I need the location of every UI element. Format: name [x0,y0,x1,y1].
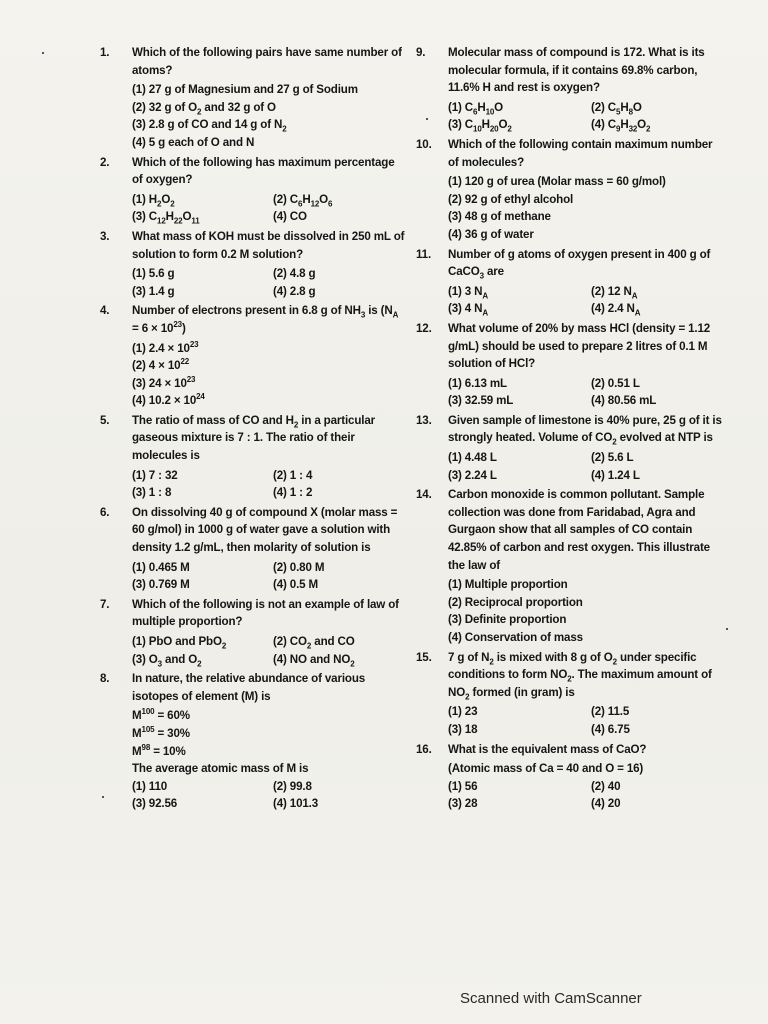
question-text: On dissolving 40 g of compound X (molar mass = 60 g/mol) in 1000 g of water gave a solution with density 1.2 g/mL, then molarity of solution is [132,505,398,555]
answer-option-4: (4) 101.3 [273,797,319,811]
question-15 [416,649,726,739]
question-2 [100,154,406,226]
question-1 [100,44,406,152]
question-text: Which of the following pairs have same number of atoms? [132,46,402,77]
answer-option-1: (1) Multiple proportion [448,578,568,592]
answer-option-3: (3) $O_3$ and $O_2$ [132,652,202,668]
answer-option-3: (3) 32.59 mL [448,394,514,408]
question-text: What is the equivalent mass of CaO? [448,742,647,756]
question-number: 6. [100,505,110,519]
answer-options [448,449,726,484]
question-number: 9. [416,46,426,59]
answer-option-4: (4) 0.5 M [273,578,319,592]
answer-option-3: (3) $C_{10}H_{20}O_2$ [448,118,512,134]
answer-option-3: (3) 2.24 L [448,468,497,482]
question-14 [416,486,726,646]
answer-option-3: (3) 2.8 g of CO and 14 g of $N_2$ [132,118,287,134]
answer-option-4: (4) 80.56 mL [591,394,657,408]
answer-options [132,191,406,226]
question-number: 16. [416,742,432,756]
answer-option-4: (4) 2.4 $N_A$ [591,302,641,318]
answer-option-2: (2) 0.51 L [591,376,640,390]
answer-option-1: (1) 27 g of Magnesium and 27 g of Sodium [132,83,358,97]
answer-option-2: (2) $CO_2$ and CO [273,635,355,651]
left-column [100,44,406,815]
question-number: 7. [100,597,110,611]
question-7 [100,596,406,668]
question-13 [416,412,726,484]
answer-options [132,778,406,813]
question-number: 11. [416,247,432,261]
question-text: What mass of KOH must be dissolved in 250 mL of solution to form 0.2 M solution? [132,229,405,261]
answer-option-1: (1) 23 [448,705,478,719]
question-text: The ratio of mass of CO and $H_2$ in a particular gaseous mixture is 7 : 1. The ratio of their molecules is [132,413,376,463]
answer-option-4: (4) 20 [591,797,621,811]
question-number: 2. [100,155,110,169]
question-text: Carbon monoxide is common pollutant. Sample collection was done from Faridabad, Agra and Gurgaon show that all samples of CO contain 42.85% of carbon and rest oxygen. This illustrate the law of [448,488,710,572]
answer-option-1: (1) 7 : 32 [132,468,178,482]
answer-option-4: (4) 36 g of water [448,227,534,241]
answer-option-2: (2) $4 \times 10^{22}$ [132,357,190,373]
answer-option-1: (1) PbO and PbO$_2$ [132,635,227,651]
scan-speck [102,796,104,798]
question-number: 13. [416,413,432,427]
answer-option-3: (3) 1 : 8 [132,486,172,500]
answer-option-1: (1) 0.465 M [132,560,190,574]
answer-option-1: (1) 120 g of urea (Molar mass = 60 g/mol) [448,175,666,189]
answer-option-4: (4) 1 : 2 [273,486,313,500]
question-number: 3. [100,229,110,243]
question-8 [100,670,406,813]
question-10 [416,136,726,244]
answer-option-3: (3) Definite proportion [448,613,567,627]
question-text: 7 g of $N_2$ is mixed with 8 g of $O_2$ under specific conditions to form $NO_2$. The maximum amount of $NO_2$ formed (in gram) is [448,650,712,702]
question-text: Which of the following is not an example of law of multiple proportion? [132,597,399,629]
right-column [416,44,726,815]
answer-option-4: (4) 2.8 g [273,284,316,298]
question-note: $M^{98} = 10\%$ [132,742,186,758]
question-number: 5. [100,413,110,427]
answer-options [132,467,406,502]
answer-options [448,703,726,738]
question-11 [416,246,726,318]
question-note: $M^{105} = 30\%$ [132,725,190,740]
answer-option-2: (2) 12 $N_A$ [591,284,638,301]
answer-options [132,559,406,594]
answer-option-4: (4) Conservation of mass [448,631,583,644]
answer-option-3: (3) $24 \times 10^{23}$ [132,374,196,390]
scan-speck [726,628,728,630]
question-number: 8. [100,672,110,686]
question-16 [416,741,726,813]
question-text: Which of the following contain maximum number of molecules? [448,137,713,169]
question-text: In nature, the relative abundance of various isotopes of element (M) is [132,672,366,703]
question-note: (Atomic mass of Ca = 40 and O = 16) [448,762,644,776]
answer-option-2: (2) 11.5 [591,705,630,719]
answer-options [132,633,406,668]
answer-option-2: (2) 40 [591,779,621,793]
answer-option-3: (3) 92.56 [132,797,178,811]
answer-option-4: (4) $10.2 \times 10^{24}$ [132,392,205,408]
question-text: What volume of 20% by mass HCl (density = 1.12 g/mL) should be used to prepare 2 litres of 0.1 M solution of HCl? [448,321,711,371]
answer-option-3: (3) 1.4 g [132,284,175,298]
answer-option-4: (4) 1.24 L [591,468,640,482]
question-number: 4. [100,304,110,318]
question-text: Number of g atoms of oxygen present in 400 g of CaCO$_3$ are [448,247,711,281]
answer-option-2: (2) 92 g of ethyl alcohol [448,192,574,206]
answer-option-2: (2) $C_5H_8O$ [591,100,642,117]
question-number: 12. [416,321,432,335]
question-9 [416,44,726,134]
question-12 [416,320,726,410]
answer-options [448,99,726,134]
answer-option-1: (1) $H_2O_2$ [132,192,175,209]
question-number: 15. [416,650,432,664]
scan-speck [42,52,44,54]
answer-options [132,340,406,410]
answer-option-4: (4) CO [273,210,307,224]
answer-options [132,265,406,300]
question-number: 10. [416,137,432,151]
answer-option-1: (1) 110 [132,779,168,793]
answer-option-2: (2) 1 : 4 [273,468,313,482]
answer-option-3: (3) $C_{12}H_{22}O_{11}$ [132,210,200,226]
answer-options [448,375,726,410]
answer-option-3: (3) 18 [448,722,478,736]
answer-option-2: (2) Reciprocal proportion [448,595,583,609]
answer-option-1: (1) 5.6 g [132,267,175,281]
question-number: 1. [100,46,110,59]
answer-option-1: (1) $2.4 \times 10^{23}$ [132,339,199,355]
answer-option-4: (4) $C_9H_{32}O_2$ [591,118,651,134]
answer-option-4: (4) NO and $NO_2$ [273,652,355,668]
answer-option-2: (2) 99.8 [273,779,312,793]
answer-option-2: (2) $C_6H_{12}O_6$ [273,192,333,209]
answer-option-2: (2) 0.80 M [273,560,325,574]
answer-option-1: (1) 6.13 mL [448,376,507,390]
answer-option-3: (3) 48 g of methane [448,210,551,224]
question-note: $M^{100} = 60\%$ [132,707,190,723]
answer-option-1: (1) 4.48 L [448,451,497,465]
answer-options [448,173,726,243]
answer-option-4: (4) 5 g each of O and N [132,135,255,149]
answer-option-4: (4) 6.75 [591,722,630,736]
question-number: 14. [416,488,432,502]
answer-options [448,778,726,813]
answer-option-1: (1) 3 $N_A$ [448,284,489,301]
answer-option-3: (3) 4 $N_A$ [448,302,489,318]
answer-option-2: (2) 32 g of $O_2$ and 32 g of O [132,100,276,117]
answer-options [132,81,406,151]
question-text: Given sample of limestone is 40% pure, 25 g of it is strongly heated. Volume of $CO_2$ evolved at NTP is [448,413,722,447]
answer-option-2: (2) 5.6 L [591,451,634,465]
scanner-watermark: Scanned with CamScanner [460,990,642,1007]
answer-options [448,283,726,318]
question-text: Molecular mass of compound is 172. What is its molecular formula, if it contains 69.8% carbon, 11.6% H and rest is oxygen? [448,46,705,95]
question-note: The average atomic mass of M is [132,762,309,776]
scan-speck [426,118,428,120]
question-4 [100,302,406,410]
answer-option-1: (1) 56 [448,779,478,793]
answer-option-3: (3) 0.769 M [132,578,190,592]
question-5 [100,412,406,502]
question-text: Number of electrons present in 6.8 g of $NH_3$ is $(N_A = 6 \times 10^{23})$ [132,304,399,335]
answer-option-3: (3) 28 [448,797,478,811]
question-6 [100,504,406,594]
answer-option-2: (2) 4.8 g [273,267,316,281]
question-text: Which of the following has maximum percentage of oxygen? [132,155,395,187]
answer-option-1: (1) $C_6H_{10}O$ [448,100,504,117]
answer-options [448,576,726,646]
question-3 [100,228,406,300]
